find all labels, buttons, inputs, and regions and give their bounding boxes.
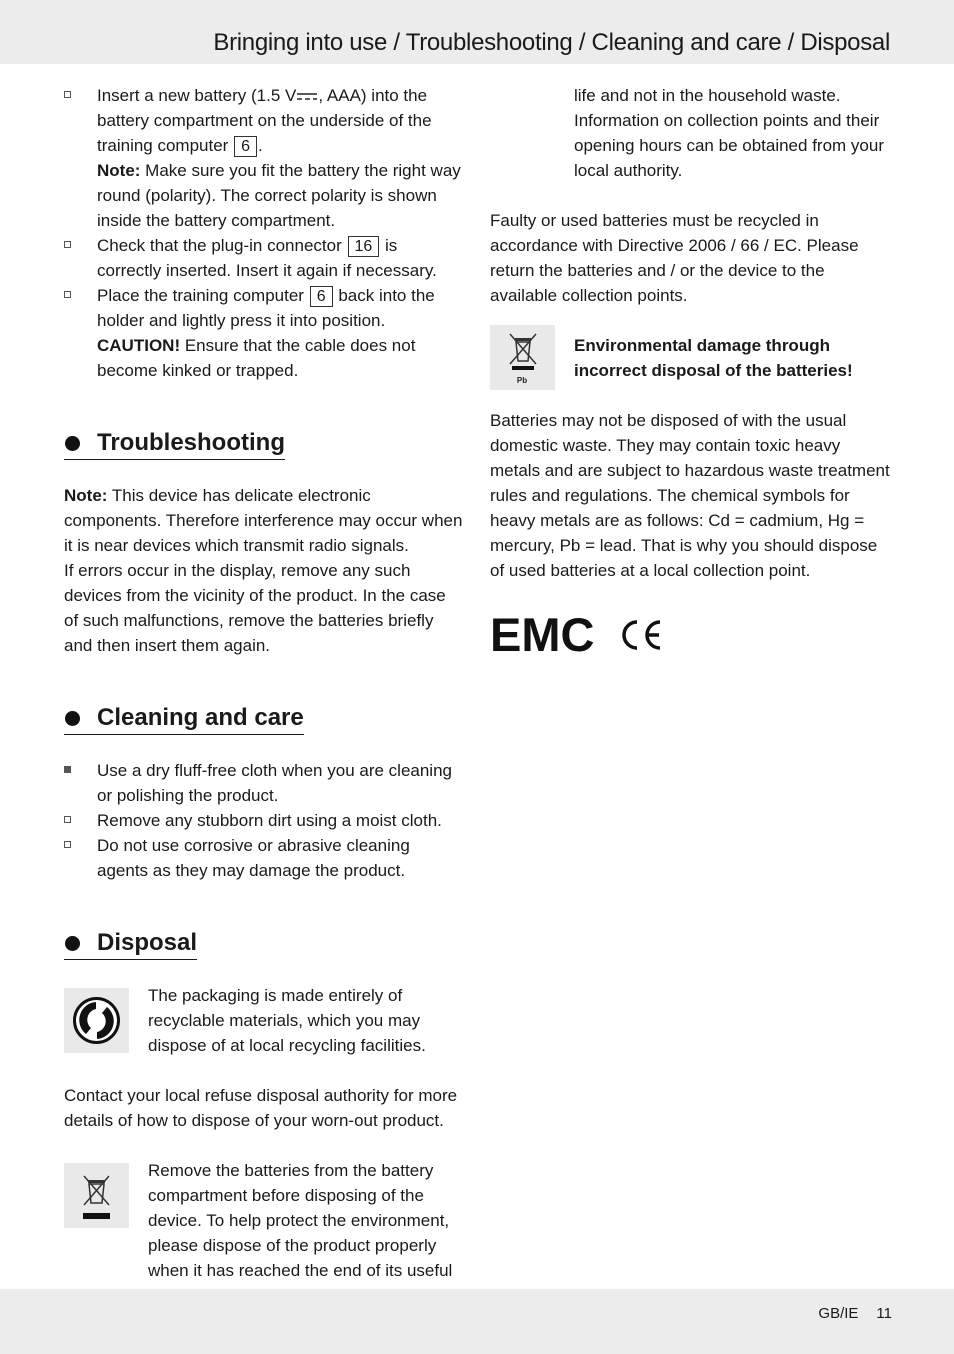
list-item: Insert a new battery (1.5 V , AAA) into the battery compartment on the underside of the training computer 6 . Note: Make sure you fit the battery the right way round (polarity). The correct polarity is shown inside the battery compartment. [64,83,464,233]
cleaning-list [64,758,464,883]
cleaning-section [64,703,464,735]
emc-label: EMC [490,612,595,657]
packaging-text: The packaging is made entirely of recyclable materials, which you may dispose of at local recycling facilities. [148,986,426,1055]
footer-info [800,1305,892,1322]
contact-text: Contact your local refuse disposal authority for more details of how to dispose of your worn-out product. [64,1086,458,1130]
faulty-batteries-text: Faulty or used batteries must be recycled in accordance with Directive 2006 / 66 / EC. Please return the batteries and / or the device to the available collection points. [490,211,859,305]
list-item: Do not use corrosive or abrasive cleaning agents as they may damage the product. [64,833,464,883]
crossed-bin-icon [64,1163,129,1228]
troubleshooting-text: Note: This device has delicate electronic components. Therefore interference may occur when it is near devices which transmit radio signals. If errors occur in the display, remove any such devices from the vicinity of the product. In the case of such malfunctions, remove the batteries briefly and then insert them again. [64,483,464,658]
troubleshooting-section [64,428,464,460]
batteries-text: Batteries may not be disposed of with the usual domestic waste. They may contain toxic heavy metals and are subject to hazardous waste treatment rules and regulations. The chemical symbols for heavy metals are as follows: Cd = cadmium, Hg = mercury, Pb = lead. That is why you should dispose of used batteries at a local collection point. [490,411,890,580]
bullet-square-icon [64,91,71,98]
section-heading: Troubleshooting [64,428,285,460]
note-label: Note: [64,486,108,505]
bullet-dot-icon [65,436,80,451]
ref-box: 16 [348,236,380,257]
disposal-section [64,928,464,960]
paragraph: If errors occur in the display, remove any such devices from the vicinity of the product. In the case of such malfunctions, remove the batteries briefly and then insert them again. [64,561,446,655]
ce-mark-icon [624,622,660,648]
ref-box: 6 [234,136,257,157]
page-title: Bringing into use / Troubleshooting / Cleaning and care / Disposal [213,29,890,56]
pb-label: Pb [516,376,528,385]
note-label: Note: [97,161,141,180]
battery-instructions [64,83,464,383]
section-heading: Disposal [64,928,197,960]
battery-bin-pb-icon [490,325,555,390]
caution-label: CAUTION! [97,336,181,355]
list-item: Check that the plug-in connector 16 is correctly inserted. Insert it again if necessary. [64,233,464,283]
bullet-square-icon [64,291,71,298]
remove-batteries-text-cont: life and not in the household waste. Information on collection points and their opening hours can be obtained from your local authority. [574,86,884,180]
bullet-square-icon [64,816,71,823]
green-dot-recycling-icon [64,988,129,1053]
bullet-dot-icon [65,711,80,726]
dc-symbol-icon [296,92,318,102]
list-item: Use a dry fluff-free cloth when you are cleaning or polishing the product. [64,758,464,808]
bullet-dot-icon [65,936,80,951]
page-number: 11 [876,1305,892,1322]
env-warning: Environmental damage through incorrect disposal of the batteries! [574,336,853,380]
bullet-square-icon [64,241,71,248]
list-item: Remove any stubborn dirt using a moist cloth. [64,808,464,833]
ref-box: 6 [310,286,333,307]
bullet-square-filled-icon [64,766,71,773]
list-item: Place the training computer 6 back into the holder and lightly press it into position. CAUTION! Ensure that the cable does not become kinked or trapped. [64,283,464,383]
language-code: GB/IE [818,1305,859,1322]
section-heading: Cleaning and care [64,703,304,735]
bullet-square-icon [64,841,71,848]
remove-batteries-text: Remove the batteries from the battery compartment before disposing of the device. To help protect the environment, please dispose of the product properly when it has reached the end of its useful [148,1161,453,1280]
emc-ce-mark [490,612,665,662]
